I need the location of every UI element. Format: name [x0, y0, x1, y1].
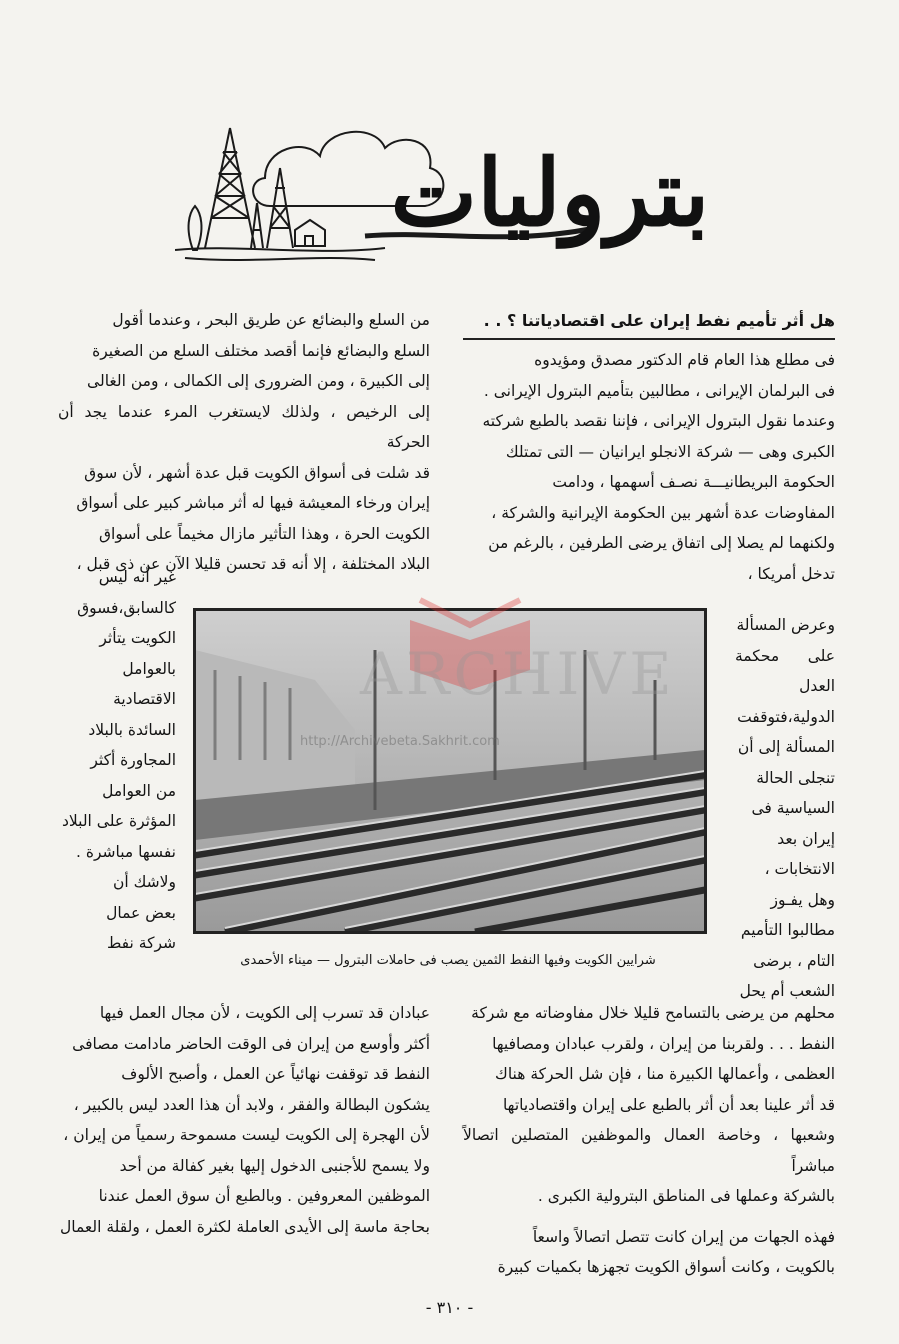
text-line: السلع والبضائع فإنما أقصد مختلف السلع من الصغيرة — [92, 341, 430, 360]
text-line: من العوامل — [102, 781, 176, 800]
text-line: بالكويت ، وكانت أسواق الكويت تجهزها بكميات كبيرة — [497, 1258, 835, 1276]
text-line: التام ، برضى — [753, 951, 835, 970]
text-line: قد شلت فى أسواق الكويت قبل عدة أشهر ، لأن سوق — [84, 463, 430, 482]
text-line: المؤثرة على البلاد — [62, 812, 176, 830]
text-line: ولا يسمح للأجنبى الدخول إليها بغير كفالة من أحد — [119, 1156, 430, 1175]
text-line: المفاوضات عدة أشهر بين الحكومة الإيرانية والشركة ، — [491, 503, 835, 522]
text-line: وهل يفـوز — [770, 890, 835, 909]
text-line: شركة نفط — [106, 934, 176, 952]
text-line: إلى الكبيرة ، ومن الضرورى إلى الكمالى ، ومن الغالى — [87, 372, 430, 390]
text-line: البلاد المختلفة ، إلا أنه قد تحسن قليلا الآن عن ذى قبل ، — [76, 555, 430, 573]
page-number: - ٣١٠ - — [425, 1298, 474, 1317]
text-line: الكويت الحرة ، وهذا التأثير مازال مخيماً على أسواق — [98, 524, 430, 543]
left-column-top — [58, 305, 430, 580]
text-line: وشعبها ، وخاصة العمال والموظفين المتصلين اتصالاً مباشراً — [463, 1126, 835, 1175]
text-line: المسألة إلى أن — [737, 738, 835, 756]
text-line: محلهم من يرضى بالتسامح قليلا خلال مفاوضاته مع شركة — [471, 1004, 835, 1022]
text-line: الكبرى وهى — شركة الانجلو ايرانيان — التى تمتلك — [505, 442, 835, 461]
text-line: لأن الهجرة إلى الكويت ليست مسموحة رسمياً من إيران ، — [63, 1126, 430, 1144]
left-column-bottom — [58, 998, 430, 1242]
text-line: يشكون البطالة والفقر ، ولابد أن هذا العدد ليس بالكبير ، — [73, 1095, 430, 1114]
text-line: النفط قد توقفت نهائياً عن العمل ، وأصبح الألوف — [121, 1065, 430, 1083]
text-line: مطالبوا التأميم — [740, 921, 835, 939]
text-line: بحاجة ماسة إلى الأيدى العاملة لكثرة العمل ، ولقلة العمال — [59, 1217, 430, 1236]
right-narrow-column — [735, 610, 835, 1007]
text-line: بعض عمال — [106, 903, 176, 922]
text-line: إيران بعد — [777, 829, 835, 848]
text-line: وعندما نقول البترول الإيرانى ، فإننا نقصد بالطبع شركته — [482, 412, 835, 430]
text-line: غير أنه ليس — [98, 568, 176, 586]
text-line: إيران ورخاء المعيشة فيها له أثر مباشر كبير على أسواق — [76, 494, 430, 512]
text-line: النفط . . . ولقربنا من إيران ، ولقرب عبادان ومصافيها — [492, 1034, 835, 1053]
text-line: بالعوامل — [122, 659, 176, 678]
text-line: ولاشك أن — [113, 873, 176, 891]
text-line: على محكمة العدل — [735, 646, 835, 695]
watermark-url: http://Archivebeta.Sakhrit.com — [300, 734, 500, 749]
text-line: الانتخابات ، — [764, 860, 835, 878]
text-line: السياسية فى — [751, 799, 835, 817]
text-line: من السلع والبضائع عن طريق البحر ، وعندما أقول — [112, 311, 430, 329]
text-line: الموظفين المعروفين . وبالطبع أن سوق العمل عندنا — [98, 1187, 430, 1205]
text-line: فهذه الجهات من إيران كانت تتصل اتصالاً واسعاً — [532, 1227, 835, 1246]
right-column-top — [463, 345, 835, 589]
text-line: تدخل أمريكا ، — [747, 564, 835, 583]
text-line: الكويت يتأثر — [99, 629, 176, 647]
article-subheading: هل أثر تأميم نفط إيران على اقتصادياتنا ؟ . . — [463, 304, 835, 340]
text-line: المجاورة أكثر — [90, 751, 176, 769]
text-line: قد أثر علينا بعد أن أثر بالطبع على إيران واقتصادياتها — [502, 1095, 835, 1114]
text-line: السائدة بالبلاد — [88, 720, 176, 739]
text-line: الشعب أم يحل — [739, 982, 835, 1000]
text-line: إلى الرخيص ، ولذلك لايستغرب المرء عندما يجد أن الحركة — [58, 402, 430, 451]
text-line: كالسابق،فسوق — [77, 598, 176, 617]
text-line: الاقتصادية — [113, 690, 176, 708]
text-line: العظمى ، وأعمالها الكبيرة منا ، فإن شل الحركة هناك — [495, 1065, 835, 1083]
text-line: تنجلى الحالة — [756, 768, 835, 787]
text-line: ولكنهما لم يصلا إلى اتفاق يرضى الطرفين ، بالرغم من — [488, 534, 835, 552]
right-column-bottom — [463, 998, 835, 1283]
text-line: عبادان قد تسرب إلى الكويت ، لأن مجال العمل فيها — [99, 1004, 430, 1022]
text-line: الحكومة البريطانيـــة نصـف أسهمها ، ودامت — [552, 473, 835, 491]
page-title: بترولیات — [390, 139, 710, 247]
text-line: بالشركة وعملها فى المناطق البترولية الكبرى . — [537, 1187, 835, 1205]
watermark-text: ARCHIVE — [360, 640, 676, 708]
text-line: الدولية،فتوقفت — [737, 707, 835, 726]
text-line: أكثر وأوسع من إيران فى الوقت الحاضر مادامت مصافى — [72, 1034, 430, 1053]
photo-caption: شرايين الكويت وفيها النفط الثمين يصب فى حاملات البترول — ميناء الأحمدى — [240, 953, 656, 968]
text-line: نفسها مباشرة . — [76, 842, 176, 861]
text-line: فى البرلمان الإيرانى ، مطالبين بتأميم البترول الإيرانى . — [483, 381, 835, 400]
left-narrow-column — [58, 562, 176, 959]
text-line: فى مطلع هذا العام قام الدكتور مصدق ومؤيدوه — [534, 351, 835, 369]
text-line: وعرض المسألة — [736, 616, 835, 634]
